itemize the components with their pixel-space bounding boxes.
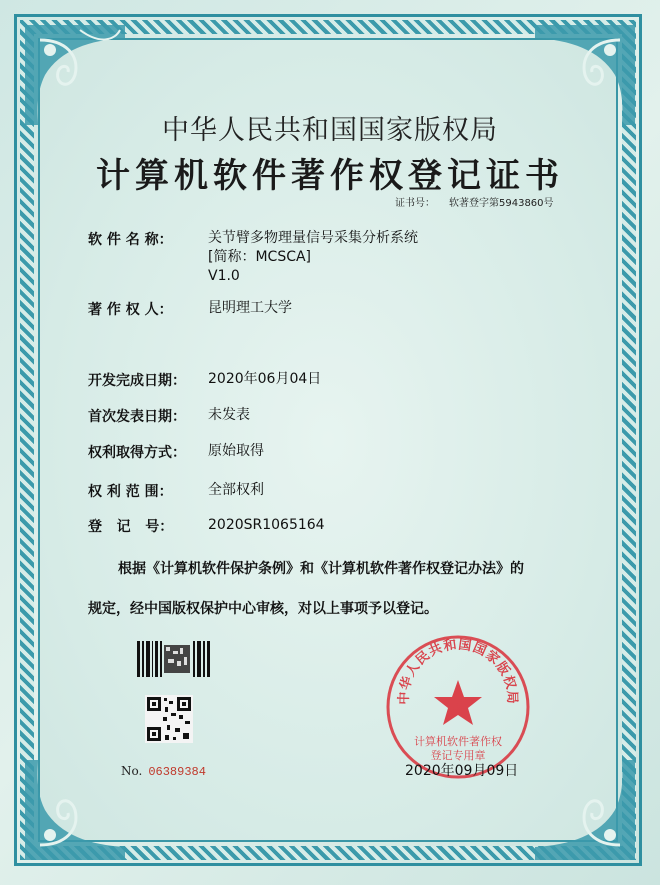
- software-name: 关节臂多物理量信号采集分析系统: [208, 230, 418, 246]
- field-rights-scope: [88, 481, 264, 501]
- field-label: 首次发表日期：: [88, 409, 186, 425]
- serial-number: [121, 764, 206, 779]
- field-registration-number: [88, 516, 325, 536]
- qr-code-icon: [145, 695, 193, 743]
- certificate-number: [395, 194, 554, 209]
- seal-arc-text: 中华人民共和国国家版权局: [396, 637, 520, 705]
- issue-date: 2020年09月09日: [405, 763, 519, 779]
- statement-line-1: 根据《计算机软件保护条例》和《计算机软件著作权登记办法》的: [118, 561, 524, 577]
- field-publication-date: [88, 406, 250, 426]
- completion-date: 2020年06月04日: [208, 371, 322, 387]
- serial-number-value: 06389384: [148, 765, 206, 779]
- seal-line-2: 登记专用章: [430, 749, 486, 762]
- serial-number-label: No.: [121, 764, 143, 778]
- statement-line-2: 规定，经中国版权保护中心审核，对以上事项予以登记。: [88, 601, 438, 617]
- rights-scope: 全部权利: [208, 482, 264, 498]
- software-version: V1.0: [208, 268, 240, 284]
- publication-date: 未发表: [208, 407, 250, 423]
- field-label: 软 件 名 称：: [88, 232, 173, 248]
- field-label: 权利取得方式：: [88, 445, 186, 461]
- field-label: 登 记 号：: [88, 519, 174, 535]
- field-software-name: [88, 229, 418, 286]
- field-completion-date: [88, 370, 321, 390]
- field-acquisition-method: [88, 442, 264, 462]
- seal-line-1: 计算机软件著作权: [414, 735, 502, 748]
- software-abbreviation: [简称：MCSCA]: [208, 249, 312, 265]
- certificate-number-label: 证书号：: [395, 198, 435, 209]
- registration-number: 2020SR1065164: [208, 517, 325, 533]
- field-label: 开发完成日期：: [88, 373, 186, 389]
- certificate-title: 计算机软件著作权登记证书: [96, 156, 564, 196]
- copyright-owner: 昆明理工大学: [208, 300, 292, 316]
- field-label: 著 作 权 人：: [88, 302, 173, 318]
- corner-ornament-icon: [20, 755, 130, 865]
- barcode-icon: [137, 641, 212, 677]
- field-label: 权 利 范 围：: [88, 484, 173, 500]
- certificate-number-value: 软著登字第5943860号: [449, 198, 554, 209]
- issuing-authority: 中华人民共和国国家版权局: [162, 115, 498, 146]
- acquisition-method: 原始取得: [208, 443, 264, 459]
- field-copyright-owner: [88, 299, 292, 319]
- corner-ornament-icon: [530, 755, 640, 865]
